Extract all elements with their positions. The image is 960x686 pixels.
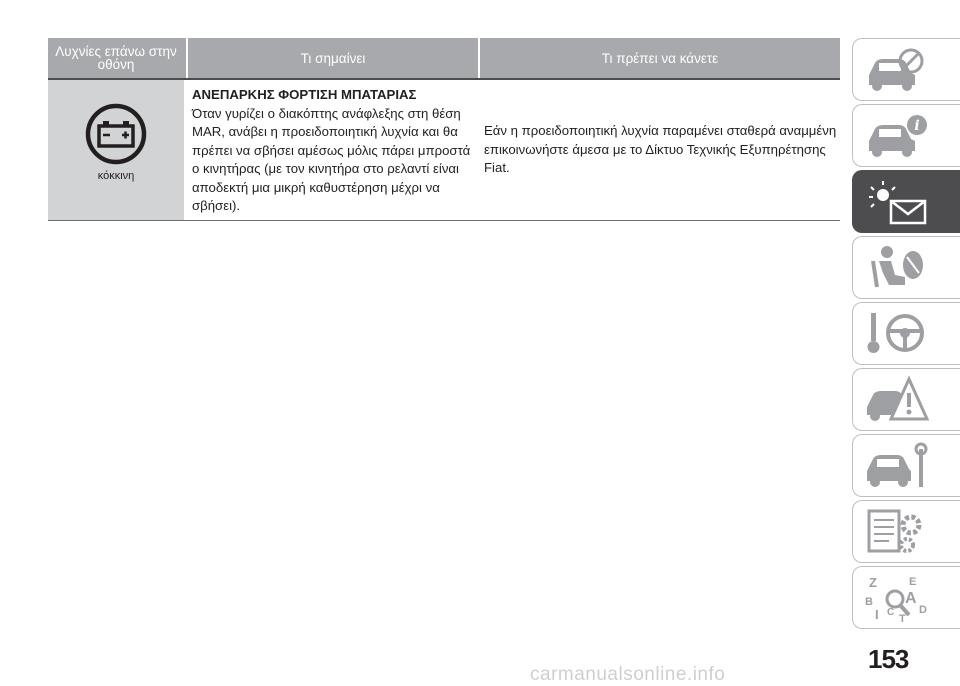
index-letter: B (865, 595, 873, 608)
index-letter: T (899, 612, 906, 623)
table-header (48, 38, 840, 80)
tab-safety[interactable] (852, 236, 960, 299)
tab-car-info[interactable] (852, 104, 960, 167)
header-warning-lights: Λυχνίες επάνω στην οθόνη (55, 44, 177, 72)
tab-maintenance[interactable] (852, 434, 960, 497)
meaning-title: ΑΝΕΠΑΡΚΗΣ ΦΟΡΤΙΣΗ ΜΠΑΤΑΡΙΑΣ (192, 87, 417, 102)
seat-airbag-icon (865, 243, 929, 293)
action-text: Εάν η προειδοποιητική λυχνία παραμένει σταθερά αναμμένη επικοινωνήστε άμεσα με το Δίκτυο Τεχνικής Εξυπηρέτησης Fiat. (484, 123, 837, 175)
svg-text:i: i (914, 117, 920, 134)
tab-starting-driving[interactable] (852, 302, 960, 365)
page-number: 153 (868, 644, 909, 674)
index-letter: I (875, 606, 879, 622)
alphabetical-index-icon (865, 573, 929, 623)
car-info-icon (865, 111, 929, 161)
header-meaning: Τι σημαίνει (186, 38, 478, 78)
meaning-cell (184, 80, 476, 220)
car-warning-triangle-icon (865, 375, 929, 425)
meaning-text: Όταν γυρίζει ο διακόπτης ανάφλεξης στη θέση MAR, ανάβει η προειδοποιητική λυχνία και θα πρέπει να σβήσει αμέσως μόλις πάρει μπροστά ο κινητήρας (με τον κινητήρα στο ρελαντί είναι αποδεκτή μια μικρή καθυστέρηση μέχρι να σβήσει). (192, 105, 471, 213)
tab-technical-data[interactable] (852, 500, 960, 563)
warning-light-message-icon (865, 177, 929, 227)
icon-cell (48, 80, 184, 220)
index-letter: D (919, 603, 927, 616)
tab-car-dashboard[interactable] (852, 38, 960, 101)
index-letter: C (887, 606, 895, 618)
car-wrench-icon (865, 441, 929, 491)
tab-index[interactable] (852, 566, 960, 629)
car-dashboard-icon (865, 45, 929, 95)
battery-charge-warning-icon (84, 102, 148, 166)
specifications-gear-icon (865, 507, 929, 557)
watermark: carmanualsonline.info (530, 664, 726, 685)
tab-warning-lights[interactable] (852, 170, 960, 233)
index-letter: A (905, 589, 917, 607)
warning-lights-table (48, 38, 840, 221)
header-action: Τι πρέπει να κάνετε (478, 38, 840, 78)
index-letter: E (909, 575, 917, 588)
key-steering-wheel-icon (865, 309, 929, 359)
action-cell (476, 80, 840, 220)
index-letter: Z (869, 574, 877, 590)
tab-emergency[interactable] (852, 368, 960, 431)
icon-color-label: κόκκινη (97, 170, 135, 182)
table-row (48, 80, 840, 221)
